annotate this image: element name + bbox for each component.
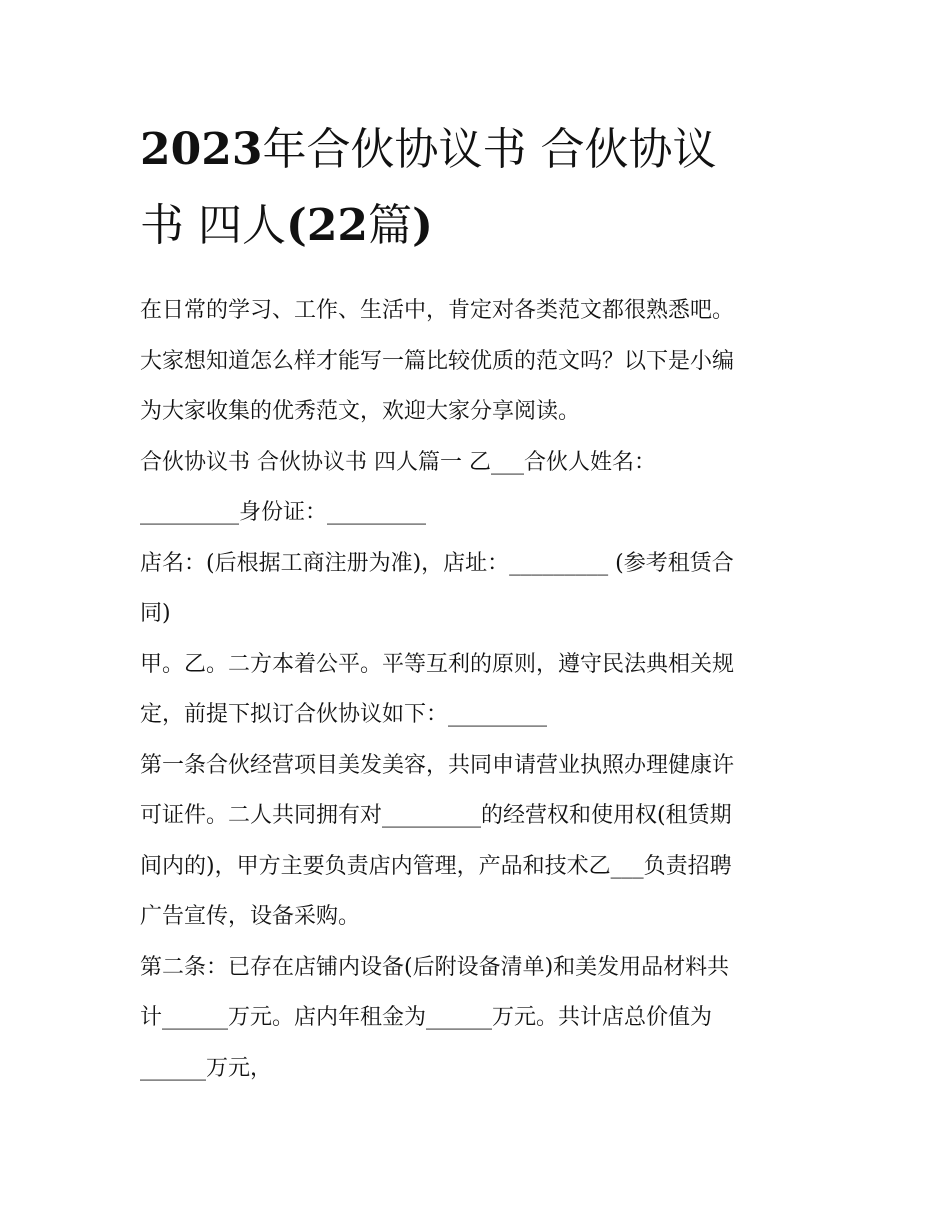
paragraph-store-info xyxy=(140,539,820,640)
text-line: 间内的)，甲方主要负责店内管理，产品和技术乙___负责招聘 xyxy=(140,853,732,879)
text-line: 为大家收集的优秀范文，欢迎大家分享阅读。 xyxy=(140,399,581,424)
document-title xyxy=(140,112,820,264)
text-line: 计______万元。店内年租金为______万元。共计店总价值为 xyxy=(140,1005,713,1030)
title-text-1: 年合伙协议书 合伙协议 xyxy=(262,124,717,175)
title-line-2 xyxy=(140,188,820,264)
text-line: 第一条合伙经营项目美发美容，共同申请营业执照办理健康许 xyxy=(140,752,735,778)
text-line: 第二条：已存在店铺内设备(后附设备清单)和美发用品材料共 xyxy=(140,954,730,980)
text-line: ______万元， xyxy=(140,1055,273,1081)
document-page xyxy=(140,112,820,1094)
text-line: 大家想知道怎么样才能写一篇比较优质的范文吗？以下是小编 xyxy=(140,348,735,374)
text-line: 店名：(后根据工商注册为准)，店址：_________ (参考租赁合 xyxy=(140,550,734,576)
text-line: 合伙协议书 合伙协议书 四人篇一 乙___合伙人姓名： xyxy=(140,449,656,475)
text-line: 甲。乙。二方本着公平。平等互利的原则，遵守民法典相关规 xyxy=(140,651,735,677)
title-line-1 xyxy=(140,112,820,188)
paragraph-article-2 xyxy=(140,943,820,1095)
text-line: 同) xyxy=(140,601,171,626)
paragraph-partner-info xyxy=(140,438,820,539)
title-year: 2023 xyxy=(140,124,263,175)
title-count: (22 xyxy=(286,200,369,251)
paragraph-article-1 xyxy=(140,741,820,943)
text-line: 定，前提下拟订合伙协议如下：_________ xyxy=(140,702,548,727)
text-line: 广告宣传，设备采购。 xyxy=(140,904,361,929)
paragraph-principle xyxy=(140,640,820,741)
text-line: 在日常的学习、工作、生活中，肯定对各类范文都很熟悉吧。 xyxy=(140,298,735,323)
paragraph-intro xyxy=(140,286,820,438)
text-line: 可证件。二人共同拥有对_________的经营权和使用权(租赁期 xyxy=(140,803,732,828)
title-text-2: 书 四人 xyxy=(140,200,286,251)
title-pian: 篇 xyxy=(368,200,413,251)
document-body xyxy=(140,286,820,1094)
text-line: _________身份证：_________ xyxy=(140,500,427,525)
title-close-paren: ) xyxy=(412,200,433,251)
